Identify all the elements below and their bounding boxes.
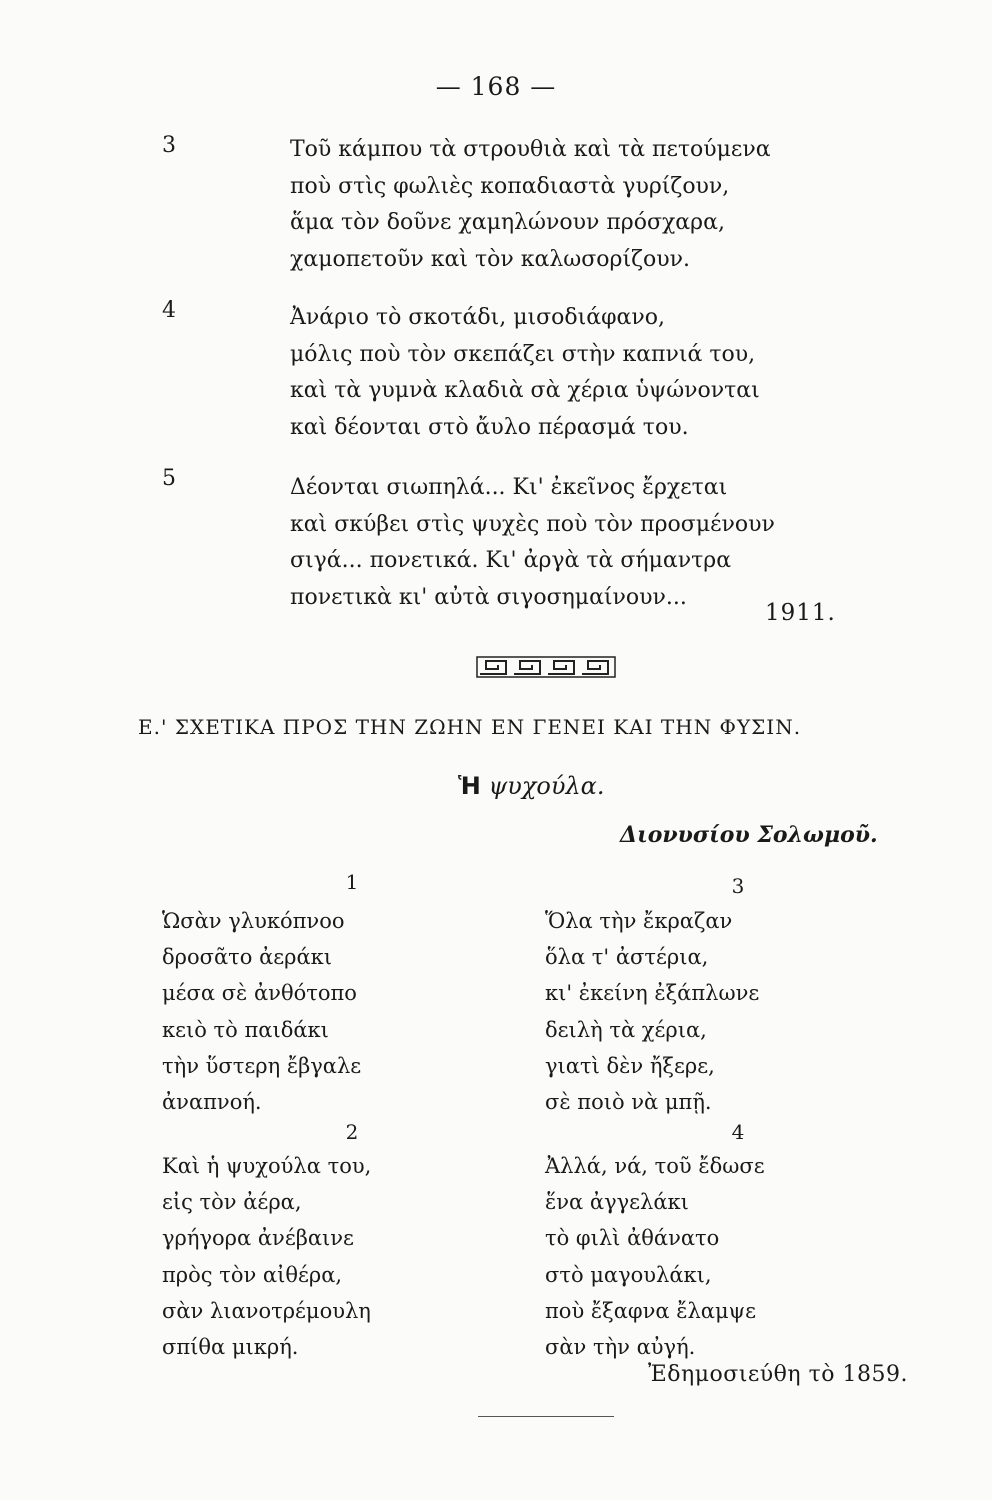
verse-line: Ὡσὰν γλυκόπνοο bbox=[162, 909, 345, 933]
verse-line: καὶ τὰ γυμνὰ κλαδιὰ σὰ χέρια ὑψώνονται bbox=[290, 378, 760, 403]
verse-line: κι' ἐκείνη ἐξάπλωνε bbox=[545, 981, 760, 1006]
verse bbox=[162, 1148, 371, 1365]
verse-line: σὲ ποιὸ νὰ μπῇ. bbox=[545, 1090, 712, 1115]
verse-line: ἕνα ἀγγελάκι bbox=[545, 1190, 689, 1215]
stanza-number: 3 bbox=[162, 133, 176, 158]
verse-line: Ἀνάριο τὸ σκοτάδι, μισοδιάφανο, bbox=[290, 305, 666, 330]
verse bbox=[545, 1148, 765, 1365]
verse-line: δειλὴ τὰ χέρια, bbox=[545, 1017, 707, 1042]
verse-line: Ὅλα τὴν ἔκραζαν bbox=[545, 909, 733, 933]
verse-line: ποὺ ἔξαφνα ἔλαμψε bbox=[545, 1298, 756, 1323]
verse-line: τὸ φιλὶ ἀθάνατο bbox=[545, 1226, 720, 1251]
verse-line: γρήγορα ἀνέβαινε bbox=[162, 1226, 354, 1251]
verse-line: πονετικὰ κι' αὐτὰ σιγοσημαίνουν... bbox=[290, 584, 687, 610]
stanza bbox=[290, 300, 760, 446]
verse-line: σὰν λιανοτρέμουλη bbox=[162, 1298, 371, 1323]
verse-line: Ἀλλά, νά, τοῦ ἔδωσε bbox=[545, 1154, 765, 1178]
verse-line: ἅμα τὸν δοῦνε χαμηλώνουν πρόσχαρα, bbox=[290, 210, 725, 235]
stanza bbox=[290, 470, 775, 616]
verse-line: μόλις ποὺ τὸν σκεπάζει στὴν καπνιά του, bbox=[290, 341, 756, 367]
poem-author: Διονυσίου Σολωμοῦ. bbox=[620, 822, 878, 848]
verse bbox=[545, 903, 759, 1120]
verse-line: ὅλα τ' ἀστέρια, bbox=[545, 945, 709, 970]
verse bbox=[162, 903, 361, 1120]
verse-line: στὸ μαγουλάκι, bbox=[545, 1262, 712, 1287]
verse-line: δροσᾶτο ἀεράκι bbox=[162, 945, 333, 970]
verse-line: πρὸς τὸν αἰθέρα, bbox=[162, 1262, 343, 1287]
poem-title bbox=[458, 772, 605, 800]
poem-title-initial: Ἡ bbox=[458, 772, 481, 800]
divider bbox=[478, 1416, 614, 1417]
stanza-number: 4 bbox=[162, 298, 176, 323]
publication-note: Ἐδημοσιεύθη τὸ 1859. bbox=[648, 1362, 908, 1387]
greek-key-ornament-icon bbox=[476, 656, 616, 678]
verse-line: χαμοπετοῦν καὶ τὸν καλωσορίζουν. bbox=[290, 246, 690, 272]
verse-line: καὶ δέονται στὸ ἄυλο πέρασμά του. bbox=[290, 414, 689, 440]
verse-line: τὴν ὕστερη ἔβγαλε bbox=[162, 1053, 362, 1078]
verse-line: σιγά... πονετικά. Κι' ἀργὰ τὰ σήμαντρα bbox=[290, 548, 732, 573]
poem-date: 1911. bbox=[765, 600, 836, 626]
poem-title-rest: ψυχούλα. bbox=[488, 772, 605, 800]
page-number: — 168 — bbox=[435, 72, 557, 101]
verse-line: ἀναπνοή. bbox=[162, 1090, 262, 1115]
verse-line: γιατὶ δὲν ἤξερε, bbox=[545, 1053, 715, 1078]
verse-number: 3 bbox=[731, 874, 745, 898]
verse-number: 2 bbox=[345, 1120, 359, 1144]
verse-line: Τοῦ κάμπου τὰ στρουθιὰ καὶ τὰ πετούμενα bbox=[290, 137, 771, 162]
verse-line: καὶ σκύβει στὶς ψυχὲς ποὺ τὸν προσμένουν bbox=[290, 511, 775, 537]
verse-number: 1 bbox=[345, 870, 359, 894]
section-heading: Ε.' ΣΧΕΤΙΚΑ ΠΡΟΣ ΤΗΝ ΖΩΗΝ ΕΝ ΓΕΝΕΙ ΚΑΙ ΤΗΝ ΦΥΣΙΝ. bbox=[138, 715, 802, 739]
verse-line: Δέονται σιωπηλά... Κι' ἐκεῖνος ἔρχεται bbox=[290, 475, 728, 500]
verse-line: σὰν τὴν αὐγή. bbox=[545, 1335, 696, 1360]
verse-line: κειὸ τὸ παιδάκι bbox=[162, 1017, 329, 1042]
verse-number: 4 bbox=[731, 1120, 745, 1144]
stanza bbox=[290, 132, 771, 278]
verse-line: Καὶ ἡ ψυχούλα του, bbox=[162, 1154, 372, 1178]
verse-line: μέσα σὲ ἀνθότοπο bbox=[162, 981, 357, 1006]
stanza-number: 5 bbox=[162, 466, 176, 491]
verse-line: ποὺ στὶς φωλιὲς κοπαδιαστὰ γυρίζουν, bbox=[290, 173, 730, 199]
verse-line: σπίθα μικρή. bbox=[162, 1335, 299, 1360]
verse-line: εἰς τὸν ἀέρα, bbox=[162, 1190, 302, 1215]
